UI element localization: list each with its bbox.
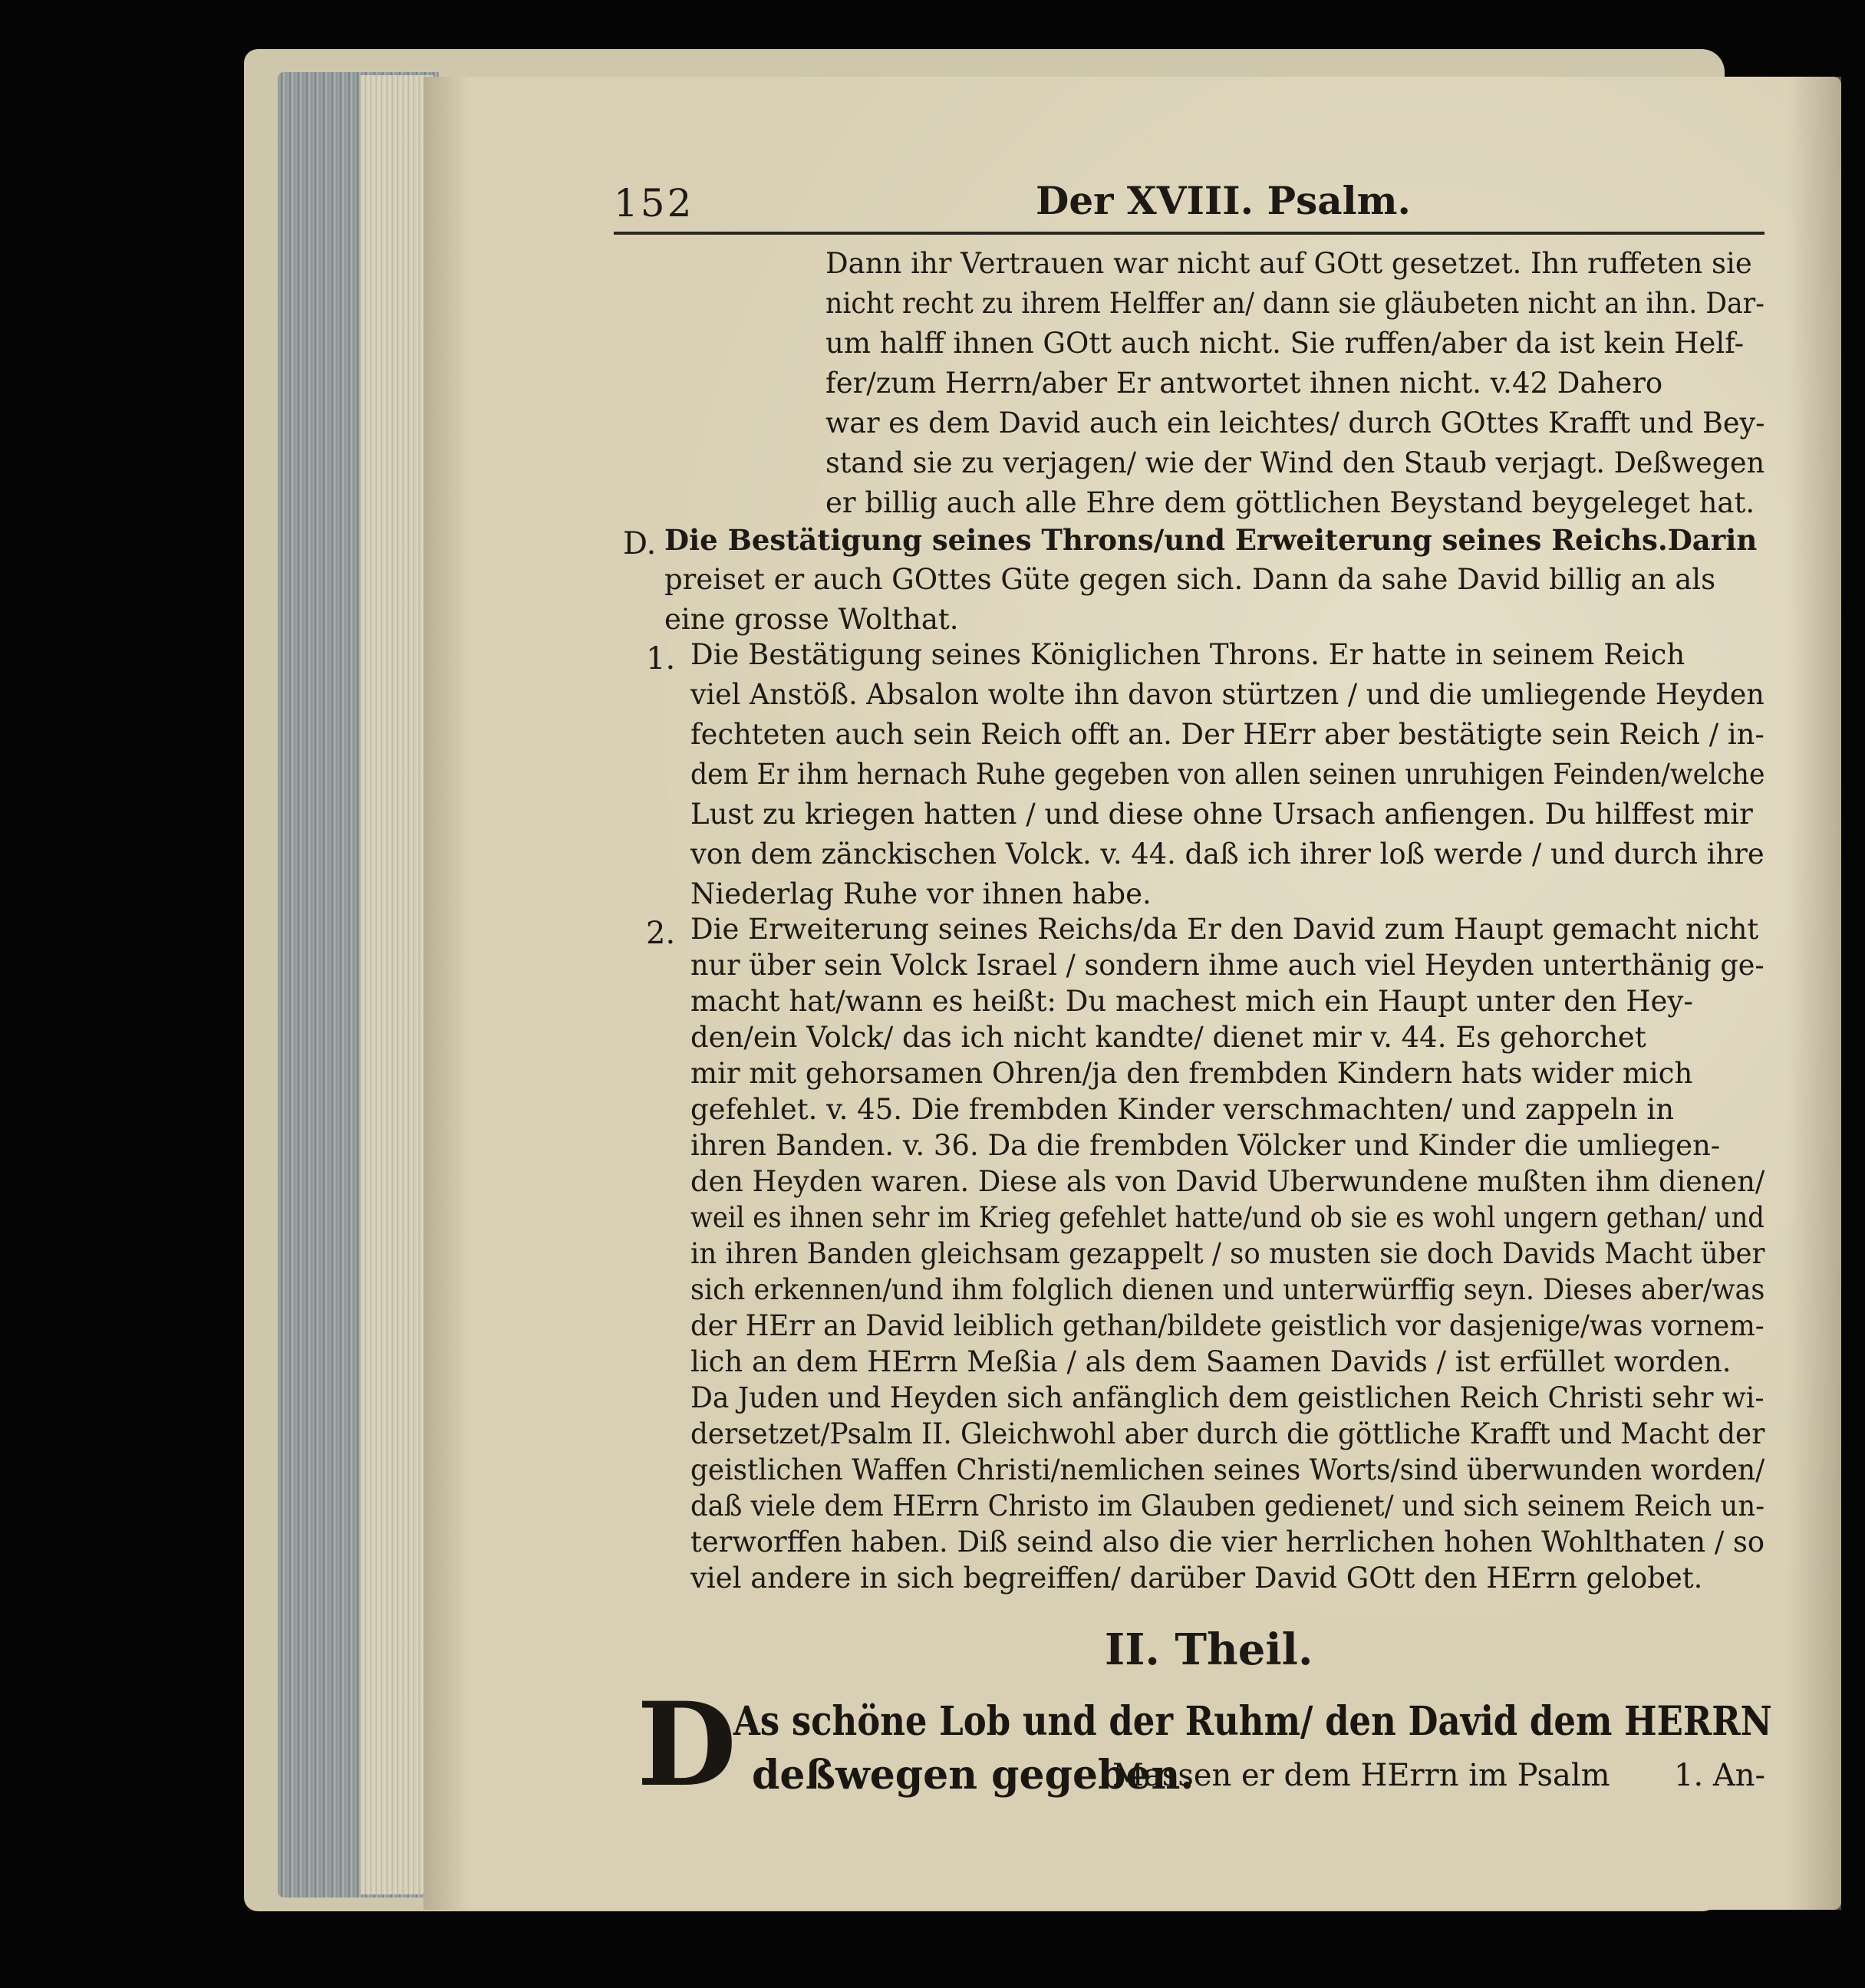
text-line: er billig auch alle Ehre dem göttlichen Beystand beygeleget hat. <box>825 486 1755 519</box>
text-line: Die Bestätigung seines Throns/und Erweiterung seines Reichs.Darin <box>664 523 1758 557</box>
gutter-shadow <box>1788 77 1841 1910</box>
text-line: dem Er ihm hernach Ruhe gegeben von allen seinen unruhigen Feinden/welche <box>690 758 1765 791</box>
text-line: nicht recht zu ihrem Helffer an/ dann sie gläubeten nicht an ihn. Dar- <box>825 287 1765 320</box>
text-line: der HErr an David leiblich gethan/bildete geistlich vor dasjenige/was vornem- <box>690 1309 1765 1342</box>
text-line: den/ein Volck/ das ich nicht kandte/ dienet mir v. 44. Es gehorchet <box>690 1021 1646 1054</box>
text-line: von dem zänckischen Volck. v. 44. daß ich ihrer loß werde / und durch ihre <box>690 838 1765 871</box>
text-line: lich an dem HErrn Meßia / als dem Saamen Davids / ist erfüllet worden. <box>690 1345 1732 1378</box>
text-line: Die Erweiterung seines Reichs/da Er den David zum Haupt gemacht nicht <box>690 913 1759 946</box>
text-line: Dann ihr Vertrauen war nicht auf GOtt gesetzet. Ihn ruffeten sie <box>825 247 1752 280</box>
text-line: um halff ihnen GOtt auch nicht. Sie ruffen/aber da ist kein Helf- <box>825 327 1745 360</box>
drop-cap: D <box>637 1677 737 1812</box>
text-line: Die Bestätigung seines Königlichen Throns. Er hatte in seinem Reich <box>690 638 1685 671</box>
text-line: mir mit gehorsamen Ohren/ja den frembden Kindern hats wider mich <box>690 1057 1693 1090</box>
text-line: in ihren Banden gleichsam gezappelt / so musten sie doch Davids Macht über <box>690 1237 1765 1270</box>
text-line: nur über sein Volck Israel / sondern ihme auch viel Heyden unterthänig ge- <box>690 949 1765 982</box>
page-edges-inner <box>361 75 433 1894</box>
text-line: viel andere in sich begreiffen/ darüber David GOtt den HErrn gelobet. <box>690 1562 1703 1595</box>
section-marker-d: D. <box>623 526 657 561</box>
text-line: stand sie zu verjagen/ wie der Wind den Staub verjagt. Deßwegen <box>825 446 1765 479</box>
text-line: preiset er auch GOttes Güte gegen sich. Dann da sahe David billig an als <box>664 563 1716 596</box>
text-line: dersetzet/Psalm II. Gleichwohl aber durch die göttliche Krafft und Macht der <box>690 1417 1765 1450</box>
text-line: ihren Banden. v. 36. Da die frembden Völcker und Kinder die umliegen- <box>690 1129 1721 1162</box>
text-line: sich erkennen/und ihm folglich dienen und unterwürffig seyn. Dieses aber/was <box>690 1273 1765 1306</box>
part-heading: II. Theil. <box>1105 1624 1313 1675</box>
text-line: macht hat/wann es heißt: Du machest mich ein Haupt unter den Hey- <box>690 985 1693 1018</box>
text-line: den Heyden waren. Diese als von David Uberwundene mußten ihm dienen/ <box>690 1165 1765 1198</box>
running-head: Der XVIII. Psalm. <box>1036 178 1411 223</box>
text-line: fechteten auch sein Reich offt an. Der HErr aber bestätigte sein Reich / in- <box>690 718 1765 751</box>
text-line: Lust zu kriegen hatten / und diese ohne Ursach anfiengen. Du hilffest mir <box>690 798 1753 831</box>
text-line: weil es ihnen sehr im Krieg gefehlet hatte/und ob sie es wohl ungern gethan/ und <box>690 1201 1765 1234</box>
section-marker-1: 1. <box>646 641 676 676</box>
text-line: Da Juden und Heyden sich anfänglich dem geistlichen Reich Christi sehr wi- <box>690 1381 1765 1414</box>
text-line: geistlichen Waffen Christi/nemlichen seines Worts/sind überwunden worden/ <box>690 1453 1765 1486</box>
catchword: 1. An- <box>1674 1758 1766 1793</box>
text-line: Niederlag Ruhe vor ihnen habe. <box>690 877 1152 910</box>
text-line: daß viele dem HErrn Christo im Glauben gedienet/ und sich seinem Reich un- <box>690 1489 1765 1522</box>
closing-line: As schöne Lob und der Ruhm/ den David dem HERRN <box>733 1698 1772 1745</box>
header-rule <box>614 232 1765 235</box>
section-marker-2: 2. <box>646 916 676 951</box>
text-line: viel Anstöß. Absalon wolte ihn davon stürtzen / und die umliegende Heyden <box>690 678 1765 711</box>
text-line: fer/zum Herrn/aber Er antwortet ihnen nicht. v.42 Dahero <box>825 367 1663 400</box>
text-line: terworffen haben. Diß seind also die vier herrlichen hohen Wohlthaten / so <box>690 1526 1765 1558</box>
text-line: war es dem David auch ein leichtes/ durch GOttes Krafft und Bey- <box>825 406 1765 439</box>
text-line: gefehlet. v. 45. Die frembden Kinder verschmachten/ und zappeln in <box>690 1093 1675 1126</box>
closing-line-end: Massen er dem HErrn im Psalm <box>1112 1758 1610 1793</box>
closing-line-start: deßwegen gegeben. <box>752 1752 1194 1799</box>
text-line: eine grosse Wolthat. <box>664 603 959 636</box>
page-number: 152 <box>614 181 694 225</box>
